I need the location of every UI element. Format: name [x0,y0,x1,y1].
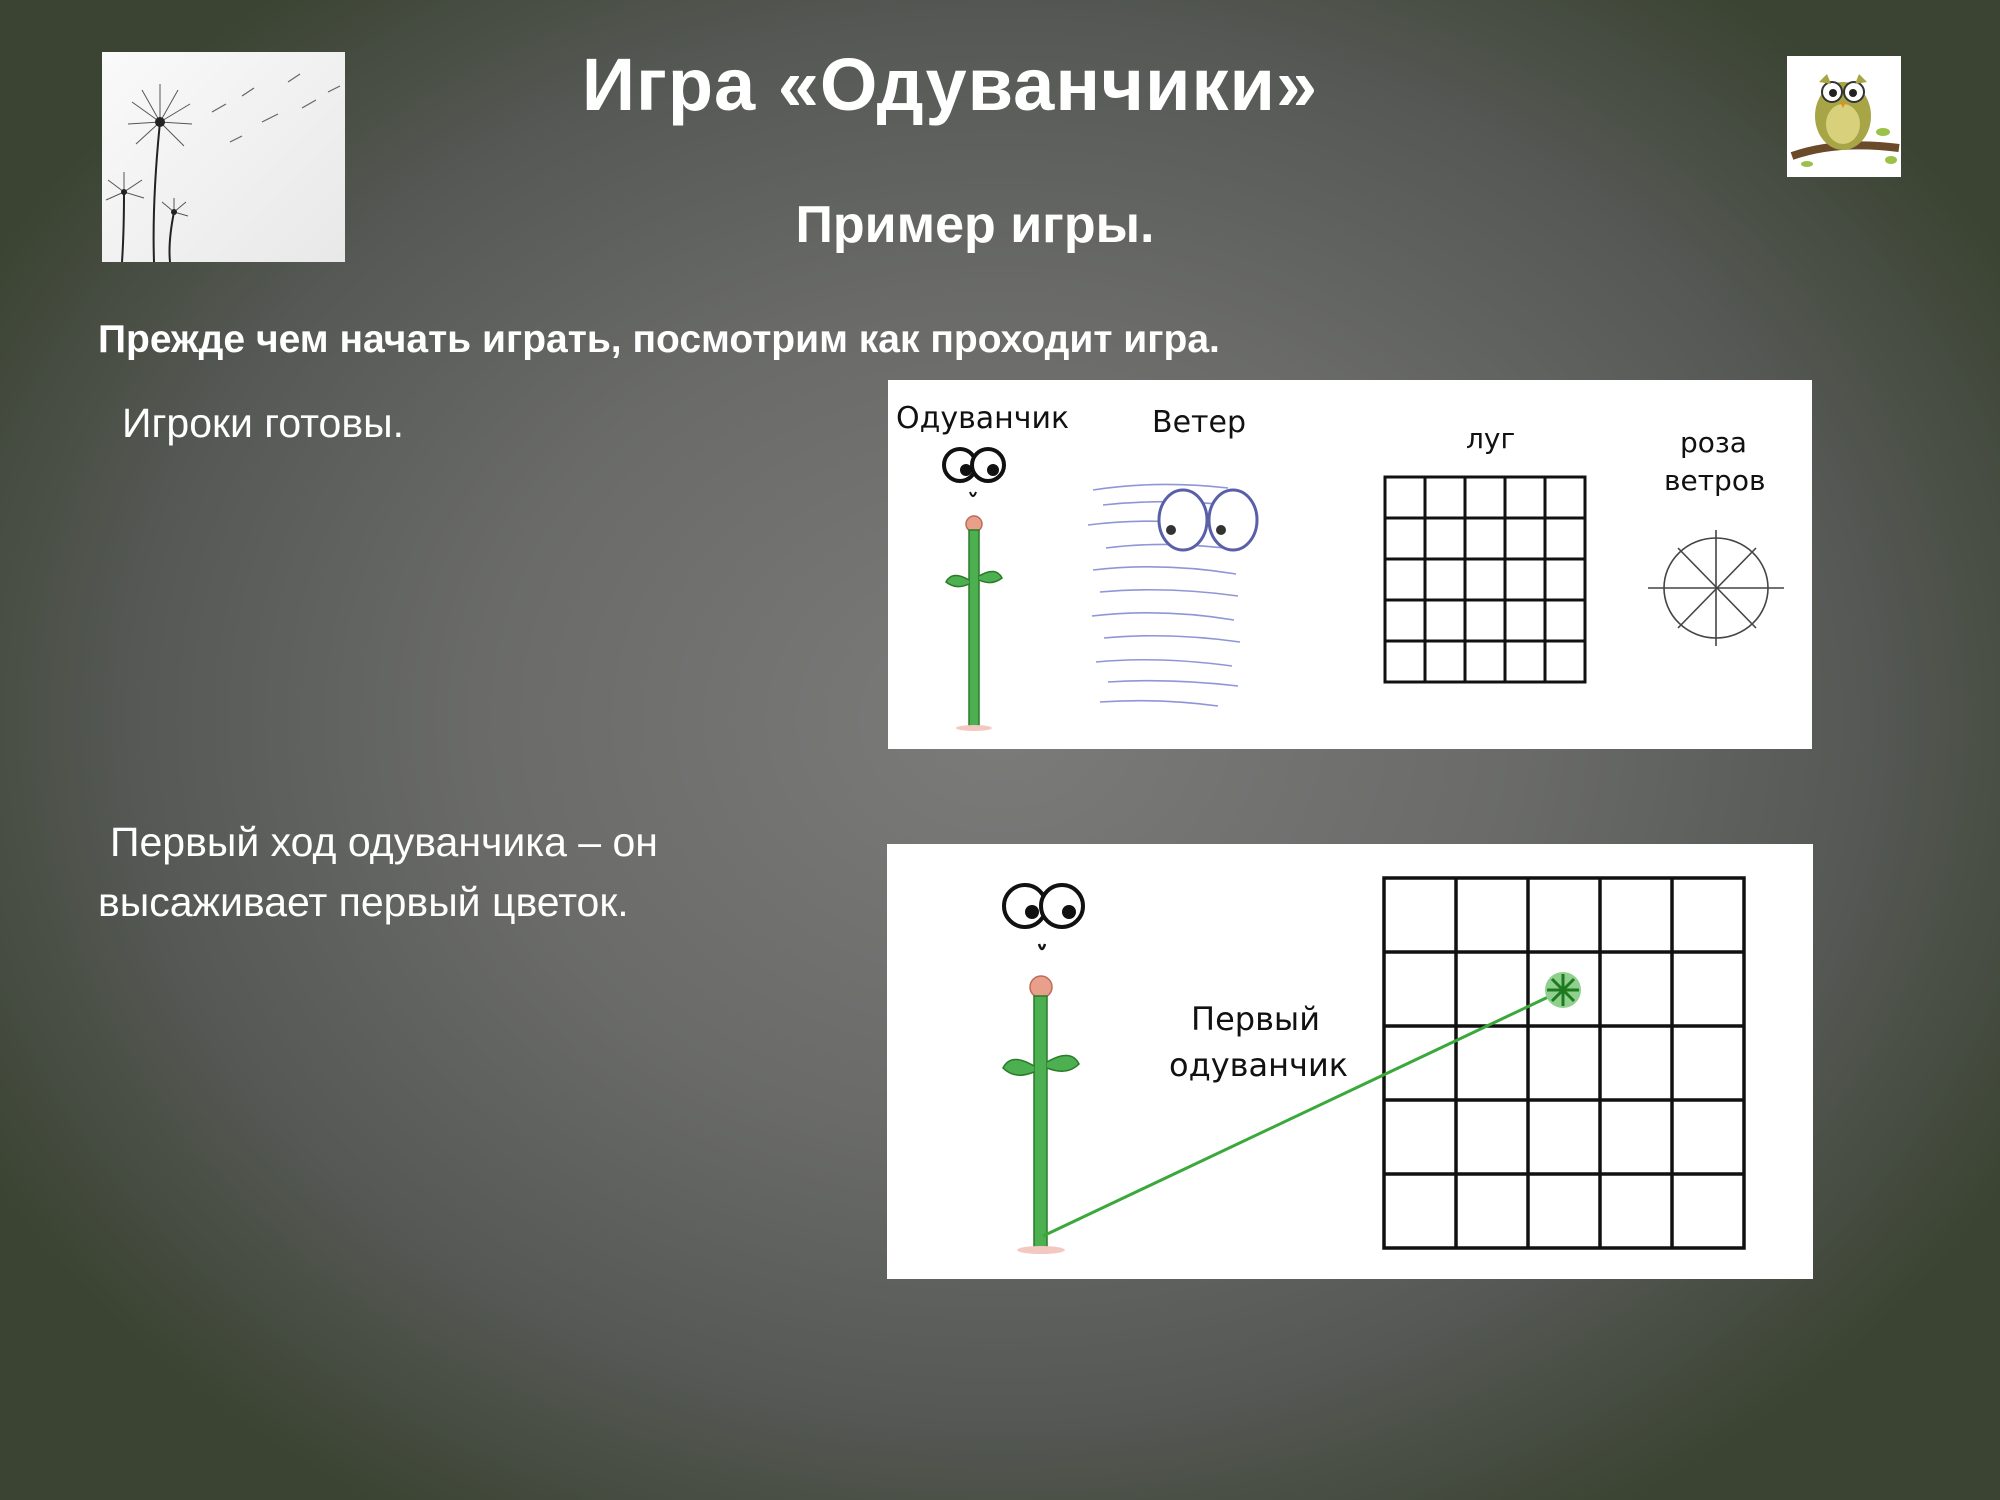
wind-character-icon [1088,484,1257,706]
label-dandelion: Одуванчик [896,401,1070,436]
slide-title: Игра «Одуванчики» [581,43,1319,126]
first-seed-icon [1545,972,1581,1008]
players-figure [888,380,1812,749]
step-first-move: Первый ход одуванчика – он высаживает первый цветок. [98,819,658,925]
label-wind: Ветер [1152,405,1247,440]
label-rose-line2: ветров [1664,464,1766,497]
label-rose-line1: роза [1680,426,1747,459]
label-first-line2: одуванчик [1169,1046,1349,1084]
label-meadow: луг [1466,422,1516,455]
meadow-grid-icon [1384,878,1744,1248]
dandelion-character-icon [1003,885,1083,1254]
slide-subtitle: Пример игры. [795,196,1155,254]
meadow-grid-icon [1385,477,1585,682]
dandelion-character-icon [944,449,1004,731]
label-first-line1: Первый [1191,1000,1320,1038]
intro-text: Прежде чем начать играть, посмотрим как проходит игра. [98,318,1220,361]
step-players-ready: Игроки готовы. [122,400,404,446]
first-move-figure [887,844,1813,1279]
wind-rose-icon [1648,530,1784,646]
